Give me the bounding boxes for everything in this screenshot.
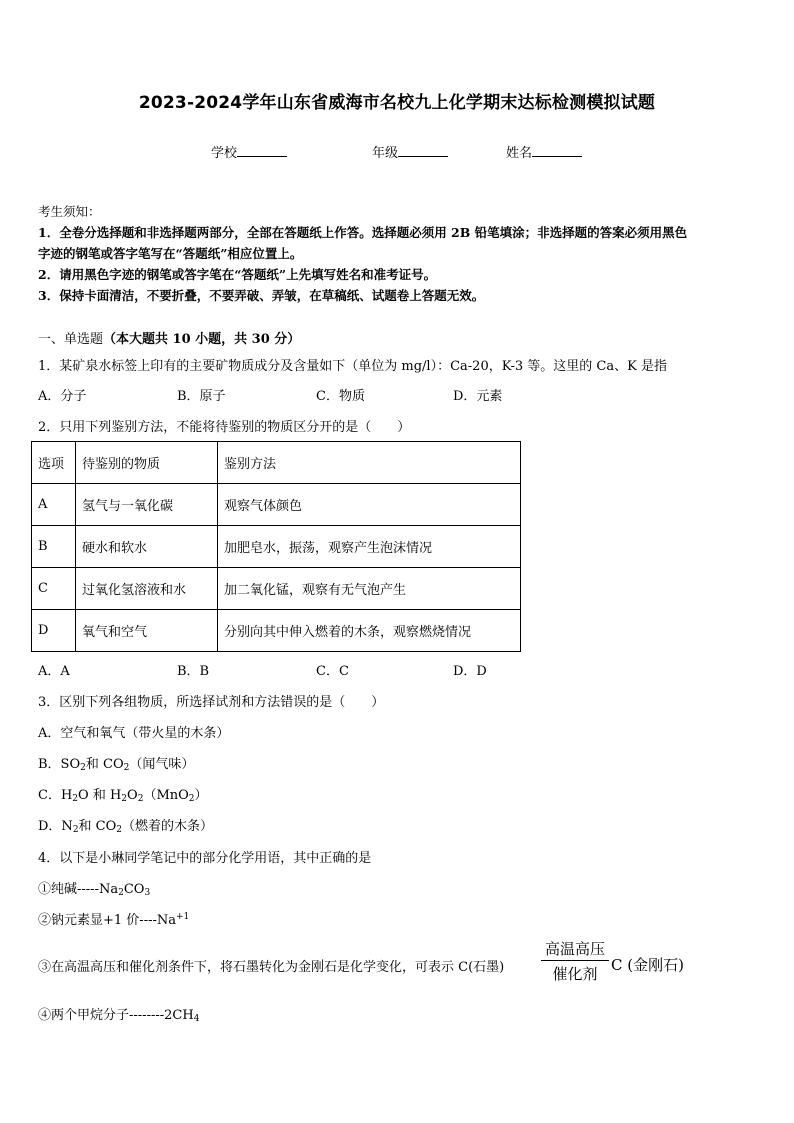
- q3-c-part4: （MnO: [143, 788, 189, 803]
- q2-stem: 2．只用下列鉴别方法，不能将待鉴别的物质区分开的是（ ）: [38, 420, 411, 435]
- q3-option-d[interactable]: [38, 815, 213, 835]
- q3-stem: 3．区别下列各组物质，所选择试剂和方法错误的是（ ）: [38, 695, 385, 710]
- name-field[interactable]: [506, 142, 582, 161]
- notice-item-3: 3．保持卡面清洁，不要折叠，不要弄破、弄皱，在草稿纸、试题卷上答题无效。: [38, 288, 485, 303]
- name-blank[interactable]: [532, 144, 582, 157]
- q2-option-c[interactable]: C．C: [316, 664, 349, 679]
- q3-c-part2: O 和 H: [78, 788, 122, 803]
- grade-field[interactable]: [372, 142, 448, 161]
- section-heading: [38, 328, 300, 347]
- table-header-row: [32, 442, 521, 484]
- subscript: 2: [72, 794, 79, 804]
- section-prefix: 一、单选题: [38, 332, 104, 347]
- subscript: 2: [116, 825, 123, 835]
- subscript: 2: [72, 825, 79, 835]
- section-suffix: （本大题共 10 小题，共 30 分）: [103, 332, 301, 347]
- table-cell: D: [32, 610, 76, 652]
- q3-d-part1: D．N: [38, 819, 73, 834]
- table-cell: 氢气与一氧化碳: [76, 484, 218, 526]
- table-cell: C: [32, 568, 76, 610]
- q4-item-1: [38, 878, 150, 898]
- table-cell: 观察气体颜色: [218, 484, 521, 526]
- q3-c-part1: C．H: [38, 788, 73, 803]
- q1-option-d[interactable]: D．元素: [453, 389, 503, 404]
- notice-item-2: 2．请用黑色字迹的钢笔或答字笔在“答题纸”上先填写姓名和准考证号。: [38, 267, 437, 282]
- subscript: 2: [137, 794, 144, 804]
- q4-item-1-part1: ①纯碱-----Na: [38, 882, 119, 897]
- reaction-condition: [541, 938, 609, 984]
- q1-option-a[interactable]: A．分子: [38, 389, 87, 404]
- q1-stem: 1．某矿泉水标签上印有的主要矿物质成分及含量如下（单位为 mg/l）：Ca-20，K-3 等。这里的 Ca、K 是指: [38, 359, 667, 374]
- q1-option-b[interactable]: B．原子: [177, 389, 226, 404]
- table-header-cell: 待鉴别的物质: [76, 442, 218, 484]
- q1-option-c[interactable]: C．物质: [316, 389, 365, 404]
- q2-option-b[interactable]: B．B: [177, 664, 210, 679]
- table-row: [32, 568, 521, 610]
- subscript: 3: [144, 888, 151, 898]
- table-header-cell: 鉴别方法: [218, 442, 521, 484]
- q2-table: [31, 441, 521, 652]
- q3-option-b[interactable]: [38, 753, 194, 773]
- notice-heading: 考生须知：: [38, 204, 101, 219]
- reaction-condition-over: 高温高压: [541, 938, 609, 961]
- table-cell: B: [32, 526, 76, 568]
- table-cell: A: [32, 484, 76, 526]
- q4-item-3-text: ③在高温高压和催化剂条件下，将石墨转化为金刚石是化学变化，可表示 C(石墨): [38, 960, 505, 975]
- q3-option-a[interactable]: A．空气和氧气（带火星的木条）: [38, 726, 230, 741]
- name-label: 姓名: [506, 146, 533, 161]
- school-label: 学校: [211, 146, 238, 161]
- q2-option-d[interactable]: D．D: [453, 664, 487, 679]
- q4-item-2: [38, 909, 189, 928]
- table-cell: 分别向其中伸入燃着的木条，观察燃烧情况: [218, 610, 521, 652]
- table-cell: 过氧化氢溶液和水: [76, 568, 218, 610]
- grade-blank[interactable]: [398, 144, 448, 157]
- table-row: [32, 526, 521, 568]
- q4-item-4: [38, 1004, 199, 1024]
- q4-item-4-text: ④两个甲烷分子--------2CH: [38, 1008, 194, 1023]
- q3-d-part2: 和 CO: [78, 819, 117, 834]
- subscript: 4: [193, 1014, 200, 1024]
- q3-d-part3: （燃着的木条）: [122, 819, 214, 834]
- q3-b-part1: B．SO: [38, 757, 81, 772]
- q4-item-1-part2: CO: [123, 882, 145, 897]
- q4-item-3-after: C (金刚石): [611, 956, 684, 974]
- q4-stem: 4．以下是小琳同学笔记中的部分化学用语，其中正确的是: [38, 851, 372, 866]
- table-header-cell: 选项: [32, 442, 76, 484]
- table-cell: 硬水和软水: [76, 526, 218, 568]
- superscript: +1: [176, 912, 190, 922]
- notice-item-1-cont: 字迹的钢笔或答字笔写在“答题纸”相应位置上。: [38, 246, 303, 261]
- grade-label: 年级: [372, 146, 399, 161]
- reaction-condition-under: 催化剂: [552, 965, 598, 983]
- subscript: 2: [123, 763, 130, 773]
- q3-option-c[interactable]: [38, 784, 208, 804]
- subscript: 2: [121, 794, 128, 804]
- school-field[interactable]: [211, 142, 287, 161]
- school-blank[interactable]: [237, 144, 287, 157]
- q3-c-part5: ）: [194, 788, 208, 803]
- subscript: 2: [118, 888, 124, 898]
- q3-b-part2: 和 CO: [85, 757, 124, 772]
- table-cell: 加二氧化锰，观察有无气泡产生: [218, 568, 521, 610]
- table-cell: 氧气和空气: [76, 610, 218, 652]
- table-row: [32, 610, 521, 652]
- table-cell: 加肥皂水，振荡，观察产生泡沫情况: [218, 526, 521, 568]
- q3-c-part3: O: [127, 788, 138, 803]
- q2-option-a[interactable]: A．A: [38, 664, 70, 679]
- q4-item-2-text: ②钠元素显+1 价----Na: [38, 913, 176, 928]
- table-row: [32, 484, 521, 526]
- page-title: 2023-2024学年山东省威海市名校九上化学期末达标检测模拟试题: [138, 93, 656, 113]
- notice-item-1: 1．全卷分选择题和非选择题两部分，全部在答题纸上作答。选择题必须用 2B 铅笔填涂；非选择题的答案必须用黑色: [38, 225, 688, 240]
- subscript: 2: [80, 763, 86, 773]
- subscript: 2: [188, 794, 195, 804]
- q3-b-part3: （闻气味）: [129, 757, 195, 772]
